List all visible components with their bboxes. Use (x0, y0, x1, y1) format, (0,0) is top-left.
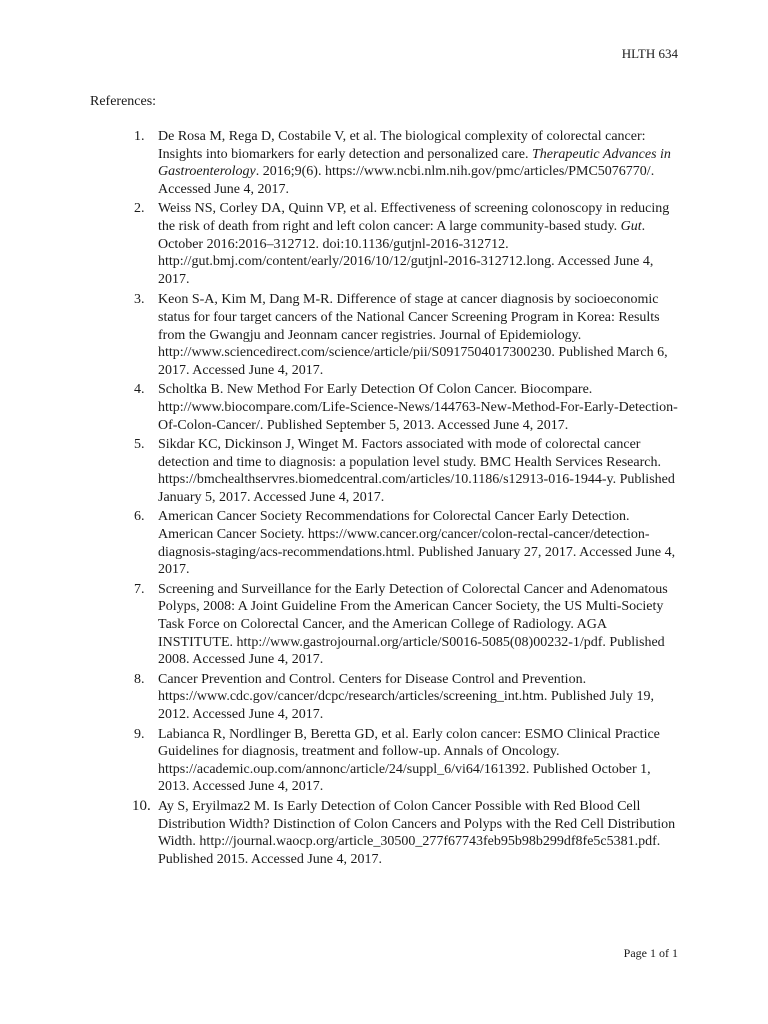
page-header-course: HLTH 634 (621, 46, 678, 61)
reference-item (90, 128, 682, 198)
reference-number: 5. (134, 437, 145, 453)
reference-text: Keon S-A, Kim M, Dang M-R. Difference of stage at cancer diagnosis by socioeconomic status for four target cancers of the National Cancer Screening Program in Korea: Results from the Gwangju and Jeonnam cancer registries. Journal of Epidemiology. http://www.sciencedirect.com/science/article/pii/S0917504017300230. Published March 6, 2017. Accessed June 4, 2017. (158, 292, 668, 378)
reference-number: 10. (132, 797, 151, 814)
reference-journal: Therapeutic Advances in Gastroenterology (158, 146, 671, 180)
reference-text: Cancer Prevention and Control. Centers for Disease Control and Prevention. https://www.cdc.gov/cancer/dcpc/research/articles/screening_int.htm. Published July 19, 2012. Accessed June 4, 2017. (158, 671, 654, 722)
reference-item (90, 381, 682, 434)
reference-item (90, 671, 682, 724)
references-list (90, 128, 682, 868)
reference-item (90, 200, 682, 288)
reference-item (90, 798, 682, 868)
reference-text-tail: . October 2016:2016–312712. doi:10.1136/gutjnl-2016-312712. http://gut.bmj.com/content/early/2016/10/12/gutjnl-2016-312712.long. Accessed June 4, 2017. (158, 218, 654, 287)
reference-number: 3. (134, 292, 145, 308)
page-footer-number: Page 1 of 1 (623, 946, 678, 960)
reference-number: 6. (134, 509, 145, 525)
reference-number: 4. (134, 382, 145, 398)
reference-text-tail: . 2016;9(6). https://www.ncbi.nlm.nih.gov/pmc/articles/PMC5076770/. Accessed June 4, 2017. (158, 164, 655, 197)
reference-number: 9. (134, 726, 145, 742)
reference-text: American Cancer Society Recommendations for Colorectal Cancer Early Detection. American Cancer Society. https://www.cancer.org/cancer/colon-rectal-cancer/detection-diagnosis-staging/acs-recommendations.html. Published January 27, 2017. Accessed June 4, 2017. (158, 509, 676, 578)
reference-item (90, 581, 682, 669)
references-heading: References: (90, 94, 157, 109)
reference-journal: Gut (620, 218, 642, 234)
reference-text: Weiss NS, Corley DA, Quinn VP, et al. Effectiveness of screening colonoscopy in reducing the risk of death from right and left colon cancer: A large community-based study. (158, 201, 670, 234)
reference-item (90, 436, 682, 506)
reference-number: 8. (134, 671, 145, 687)
reference-number: 7. (134, 581, 145, 597)
reference-text: Labianca R, Nordlinger B, Beretta GD, et al. Early colon cancer: ESMO Clinical Practice Guidelines for diagnosis, treatment and follow-up. Annals of Oncology. https://academic.oup.com/annonc/article/24/suppl_6/vi64/161392. Published October 1, 2013. Accessed June 4, 2017. (158, 726, 660, 795)
reference-item (90, 508, 682, 578)
reference-text: Scholtka B. New Method For Early Detection Of Colon Cancer. Biocompare. http://www.biocompare.com/Life-Science-News/144763-New-Method-For-Early-Detection-Of-Colon-Cancer/. Published September 5, 2013. Accessed June 4, 2017. (158, 382, 678, 433)
reference-number: 1. (134, 129, 145, 144)
reference-item (90, 291, 682, 379)
reference-text: Sikdar KC, Dickinson J, Winget M. Factors associated with mode of colorectal cancer detection and time to diagnosis: a population level study. BMC Health Services Research. https://bmchealthservres.biomedcentral.com/articles/10.1186/s12913-016-1944-y. Published January 5, 2017. Accessed June 4, 2017. (158, 437, 675, 505)
reference-item (90, 726, 682, 796)
reference-text: Ay S, Eryilmaz2 M. Is Early Detection of Colon Cancer Possible with Red Blood Cell Distribution Width? Distinction of Colon Cancers and Polyps with the Red Cell Distribution Width. http://journal.waocp.org/article_30500_277f67743feb95b98b299df8fe5c5381.pdf. Published 2015. Accessed June 4, 2017. (158, 798, 676, 867)
reference-number: 2. (134, 201, 145, 217)
reference-text: Screening and Surveillance for the Early Detection of Colorectal Cancer and Adenomatous Polyps, 2008: A Joint Guideline From the American Cancer Society, the US Multi-Society Task Force on Colorectal Cancer, and the American College of Radiology. AGA INSTITUTE. http://www.gastrojournal.org/article/S0016-5085(08)00232-1/pdf. Published 2008. Accessed June 4, 2017. (158, 581, 668, 668)
reference-text: De Rosa M, Rega D, Costabile V, et al. The biological complexity of colorectal cancer: Insights into biomarkers for early detection and personalized care. (158, 129, 646, 162)
